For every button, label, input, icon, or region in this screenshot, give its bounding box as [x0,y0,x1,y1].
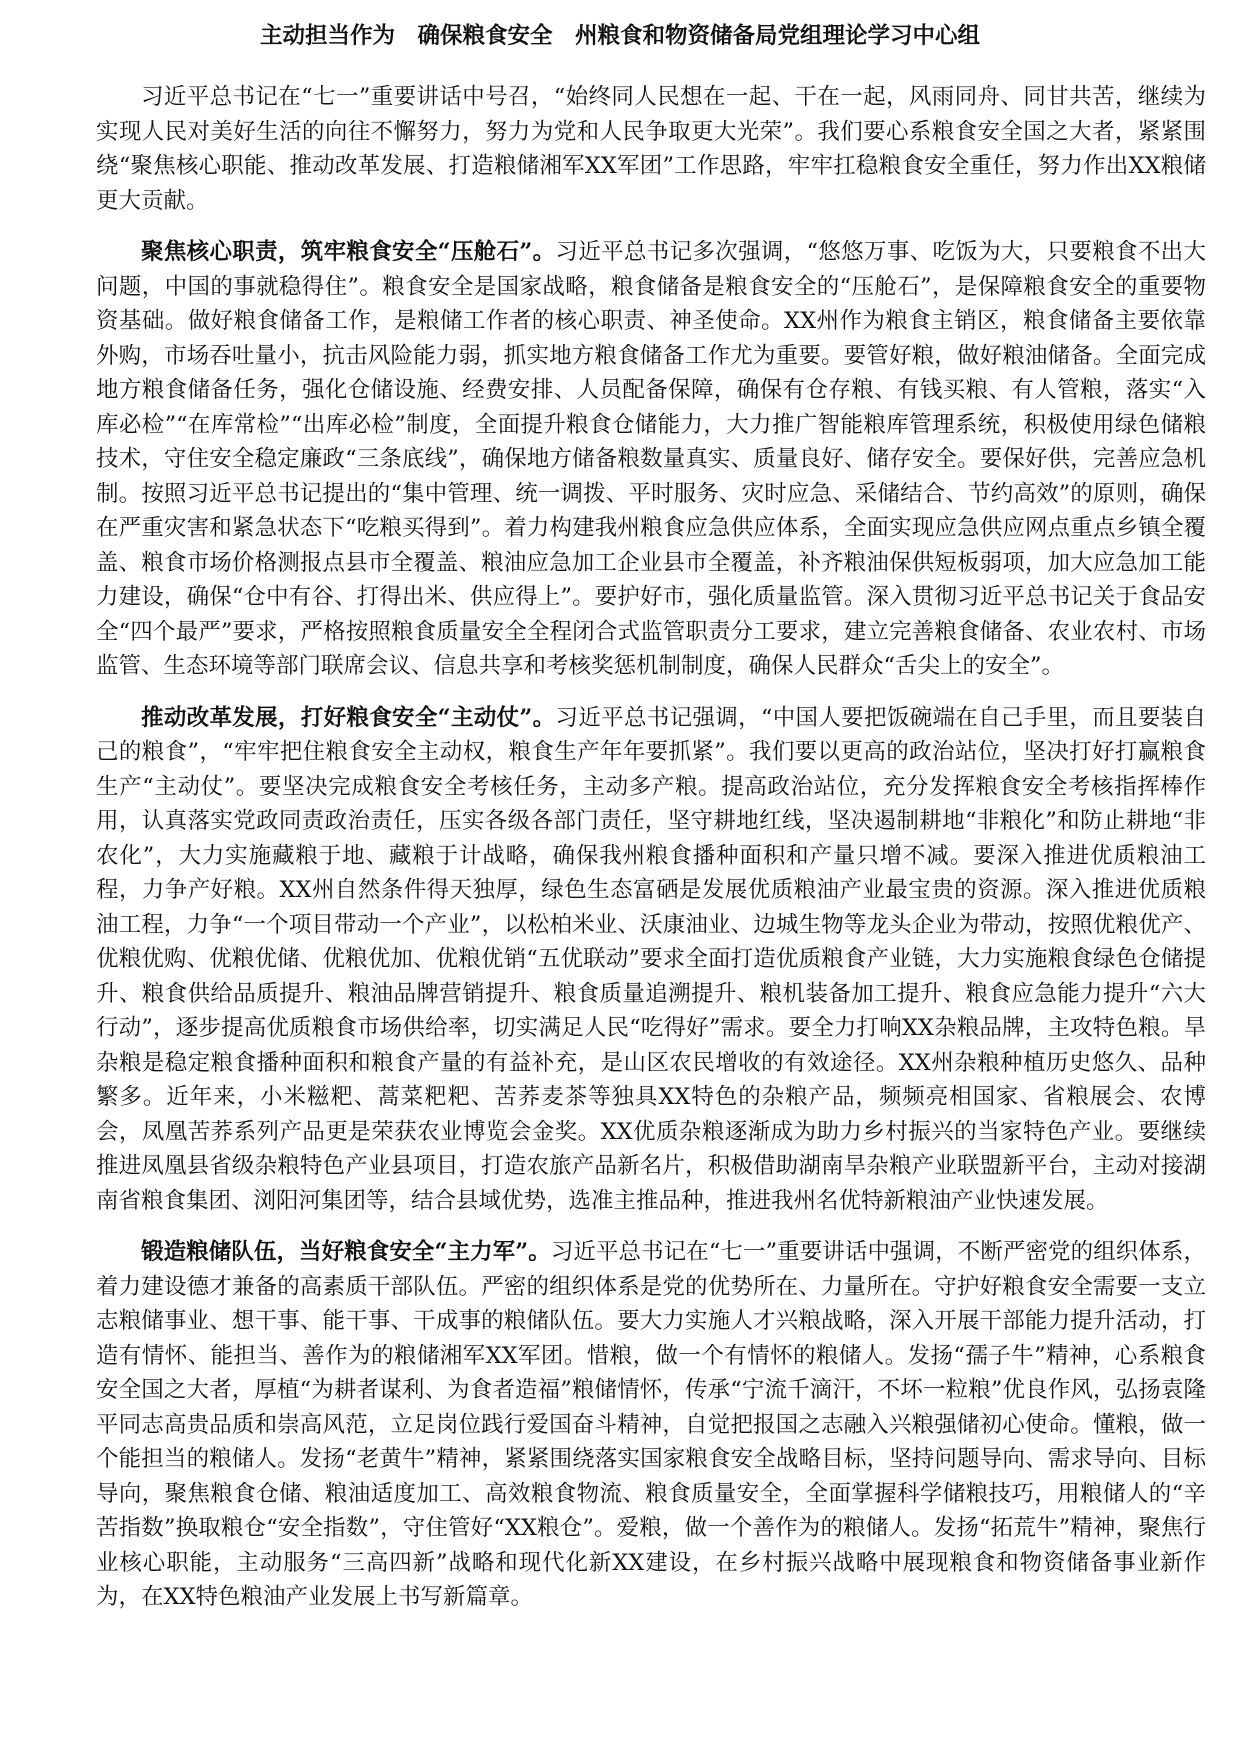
paragraph-text: 习近平总书记强调，“中国人要把饭碗端在自己手里，而且要装自己的粮食”，“牢牢把住粮食安全主动权，粮食生产年年要抓紧”。我们要以更高的政治站位，坚决打好打赢粮食生产“主动仗”。要坚决完成粮食安全考核任务，主动多产粮。提高政治站位，充分发挥粮食安全考核指挥棒作用，认真落实党政同责政治责任，压实各级各部门责任，坚守耕地红线，坚决遏制耕地“非粮化”和防止耕地“非农化”，大力实施藏粮于地、藏粮于计战略，确保我州粮食播种面积和产量只增不减。要深入推进优质粮油工程，力争产好粮。XX州自然条件得天独厚，绿色生态富硒是发展优质粮油产业最宝贵的资源。深入推进优质粮油工程，力争“一个项目带动一个产业”，以松柏米业、沃康油业、边城生物等龙头企业为带动，按照优粮优产、优粮优购、优粮优储、优粮优加、优粮优销“五优联动”要求全面打造优质粮食产业链，大力实施粮食绿色仓储提升、粮食供给品质提升、粮油品牌营销提升、粮食质量追溯提升、粮机装备加工提升、粮食应急能力提升“六大行动”，逐步提高优质粮食市场供给率，切实满足人民“吃得好”需求。要全力打响XX杂粮品牌，主攻特色粮。旱杂粮是稳定粮食播种面积和粮食产量的有益补充，是山区农民增收的有效途径。XX州杂粮种植历史悠久、品种繁多。近年来，小米糍粑、蒿菜粑粑、苦荞麦茶等独具XX特色的杂粮产品，频频亮相国家、省粮展会、农博会，凤凰苦荞系列产品更是荣获农业博览会金奖。XX优质杂粮逐渐成为助力乡村振兴的当家特色产业。要继续推进凤凰县省级杂粮特色产业县项目，打造农旅产品新名片，积极借助湖南旱杂粮产业联盟新平台，主动对接湖南省粮食集团、浏阳河集团等，结合县域优势，选准主推品种，推进我州名优特新粮油产业快速发展。 [96,704,1206,1214]
paragraph-lead: 锻造粮储队伍，当好粮食安全“主力军”。 [141,1239,551,1265]
paragraph-lead: 推动改革发展，打好粮食安全“主动仗”。 [141,704,556,731]
paragraph-text: 习近平总书记多次强调，“悠悠万事、吃饭为大，只要粮食不出大问题，中国的事就稳得住”。粮食安全是国家战略，粮食储备是粮食安全的“压舱石”，是保障粮食安全的重要物资基础。做好粮食储备工作，是粮储工作者的核心职责、神圣使命。XX州作为粮食主销区，粮食储备主要依靠外购，市场吞吐量小，抗击风险能力弱，抓实地方粮食储备工作尤为重要。要管好粮，做好粮油储备。全面完成地方粮食储备任务，强化仓储设施、经费安排、人员配备保障，确保有仓存粮、有钱买粮、有人管粮，落实“入库必检”“在库常检”“出库必检”制度，全面提升粮食仓储能力，大力推广智能粮库管理系统，积极使用绿色储粮技术，守住安全稳定廉政“三条底线”，确保地方储备粮数量真实、质量良好、储存安全。要保好供，完善应急机制。按照习近平总书记提出的“集中管理、统一调拨、平时服务、灾时应急、采储结合、节约高效”的原则，确保在严重灾害和紧急状态下“吃粮买得到”。着力构建我州粮食应急供应体系，全面实现应急供应网点重点乡镇全覆盖、粮食市场价格测报点县市全覆盖、粮油应急加工企业县市全覆盖，补齐粮油保供短板弱项，加大应急加工能力建设，确保“仓中有谷、打得出米、供应得上”。要护好市，强化质量监管。深入贯彻习近平总书记关于食品安全“四个最严”要求，严格按照粮食质量安全全程闭合式监管职责分工要求，建立完善粮食储备、农业农村、市场监管、生态环境等部门联席会议、信息共享和考核奖惩机制制度，确保人民群众“舌尖上的安全”。 [96,239,1206,679]
document-title: 主动担当作为 确保粮食安全 州粮食和物资储备局党组理论学习中心组 [259,23,980,49]
paragraph-reform [96,701,1206,1219]
document-body [96,80,1206,1615]
paragraph-text: 习近平总书记在“七一”重要讲话中强调，不断严密党的组织体系，着力建设德才兼备的高素质干部队伍。严密的组织体系是党的优势所在、力量所在。守护好粮食安全需要一支立志粮储事业、想干事、能干事、干成事的粮储队伍。要大力实施人才兴粮战略，深入开展干部能力提升活动，打造有情怀、能担当、善作为的粮储湘军XX军团。惜粮，做一个有情怀的粮储人。发扬“孺子牛”精神，心系粮食安全国之大者，厚植“为耕者谋利、为食者造福”粮储情怀，传承“宁流千滴汗，不坏一粒粮”优良作风，弘扬袁隆平同志高贵品质和崇高风范，立足岗位践行爱国奋斗精神，自觉把报国之志融入兴粮强储初心使命。懂粮，做一个能担当的粮储人。发扬“老黄牛”精神，紧紧围绕落实国家粮食安全战略目标，坚持问题导向、需求导向、目标导向，聚焦粮食仓储、粮油适度加工、高效粮食物流、粮食质量安全，全面掌握科学储粮技巧，用粮储人的“辛苦指数”换取粮仓“安全指数”，守住管好“XX粮仓”。爱粮，做一个善作为的粮储人。发扬“拓荒牛”精神，聚焦行业核心职能，主动服务“三高四新”战略和现代化新XX建设，在乡村振兴战略中展现粮食和物资储备事业新作为，在XX特色粮油产业发展上书写新篇章。 [96,1239,1206,1610]
paragraph-lead: 聚焦核心职责，筑牢粮食安全“压舱石”。 [141,239,556,265]
paragraph-intro [96,80,1206,218]
paragraph-core-duty [96,235,1206,684]
paragraph-text: 习近平总书记在“七一”重要讲话中号召，“始终同人民想在一起、干在一起，风雨同舟、同甘共苦，继续为实现人民对美好生活的向往不懈努力，努力为党和人民争取更大光荣”。我们要心系粮食安全国之大者，紧紧围绕“聚焦核心职能、推动改革发展、打造粮储湘军XX军团”工作思路，牢牢扛稳粮食安全重任，努力作出XX粮储更大贡献。 [96,84,1206,214]
paragraph-team [96,1235,1206,1615]
